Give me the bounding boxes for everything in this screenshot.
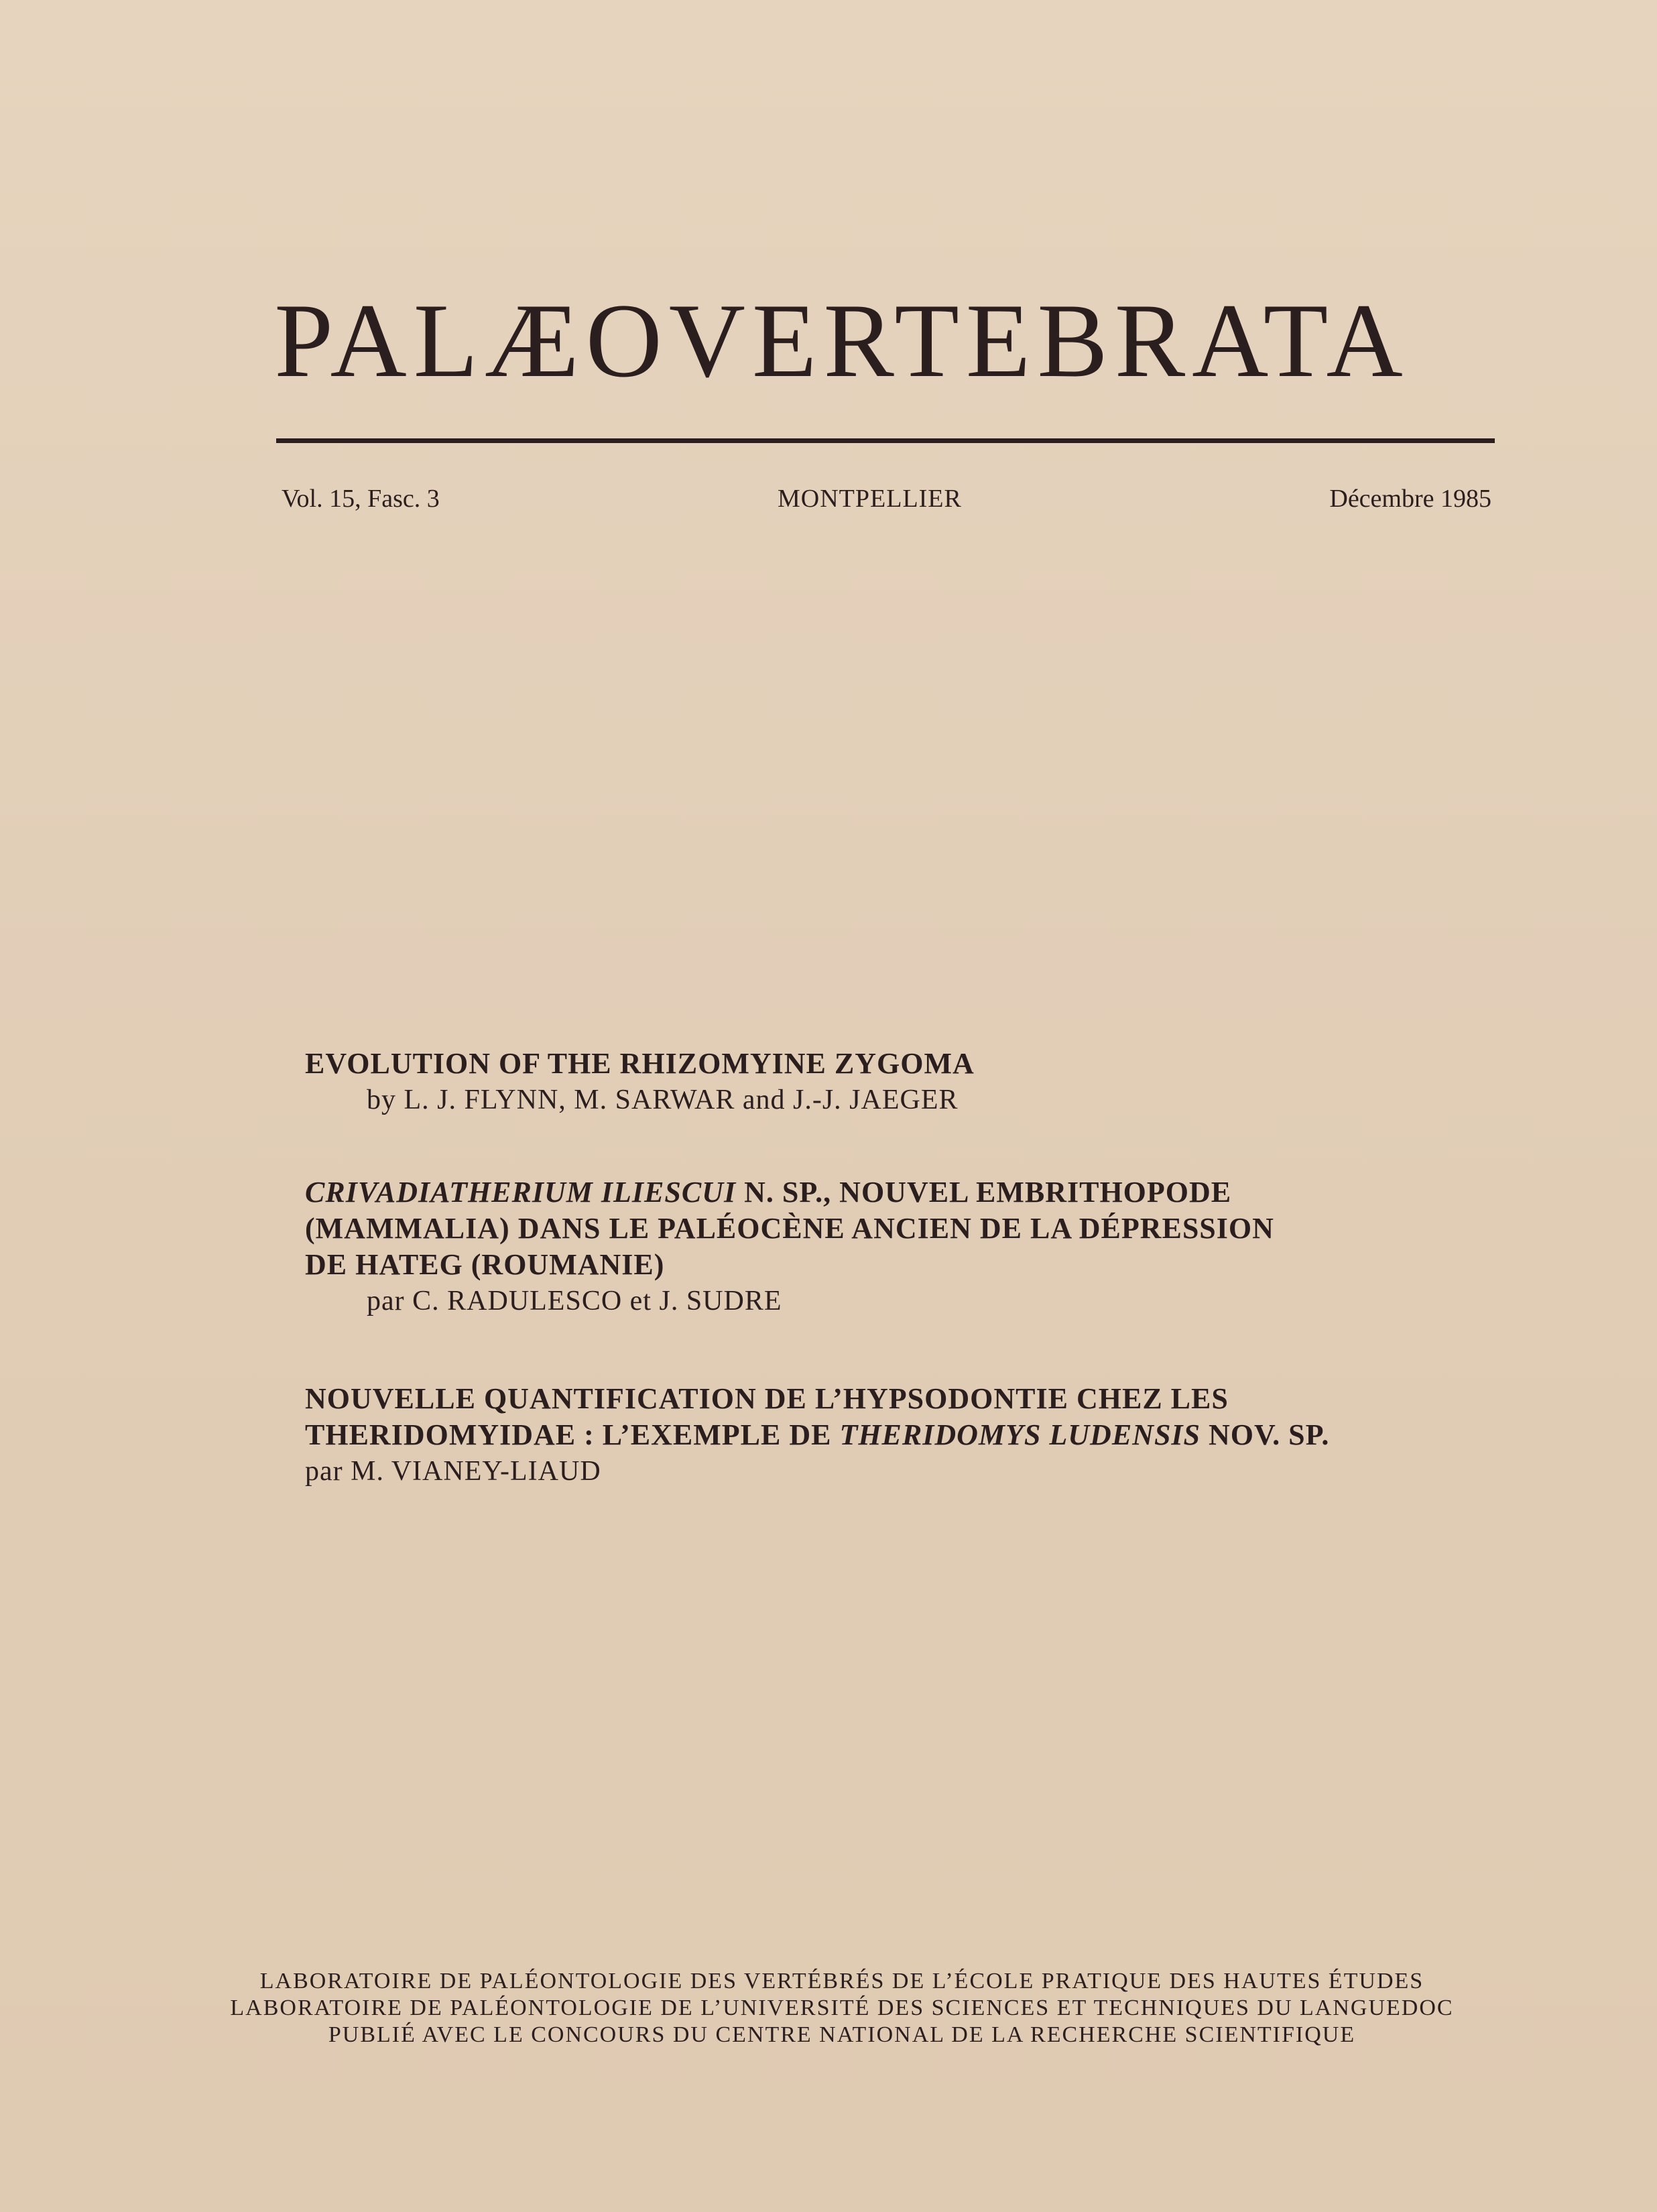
article-title-line-2 [305, 1417, 1512, 1453]
article-authors: by L. J. FLYNN, M. SARWAR and J.-J. JAEGER [367, 1085, 959, 1115]
article-authors: par M. VIANEY-LIAUD [305, 1456, 601, 1487]
taxon-name: CRIVADIATHERIUM ILIESCUI [305, 1176, 737, 1209]
article-title-end: NOV. SP. [1201, 1418, 1330, 1451]
article-1 [305, 1046, 975, 1118]
article-title-line-3: DE HATEG (ROUMANIE) [305, 1248, 665, 1281]
taxon-name: THERIDOMYS LUDENSIS [839, 1418, 1201, 1451]
article-title-start: THERIDOMYIDAE : L’EXEMPLE DE [305, 1418, 840, 1451]
article-title-line-1: NOUVELLE QUANTIFICATION DE L’HYPSODONTIE CHEZ LES [305, 1382, 1229, 1415]
issue-info [282, 484, 1491, 524]
footer-line-2: LABORATOIRE DE PALÉONTOLOGIE DE L’UNIVERSITÉ DES SCIENCES ET TECHNIQUES DU LANGUEDOC [230, 1995, 1454, 2020]
article-title: EVOLUTION OF THE RHIZOMYINE ZYGOMA [305, 1047, 975, 1080]
volume-number: Vol. 15, Fasc. 3 [282, 485, 440, 513]
article-title-rest: N. SP., NOUVEL EMBRITHOPODE [736, 1176, 1232, 1209]
publisher-footer [0, 1968, 1657, 2048]
article-title-line-1 [305, 1174, 1274, 1211]
footer-line-3: PUBLIÉ AVEC LE CONCOURS DU CENTRE NATIONAL DE LA RECHERCHE SCIENTIFIQUE [328, 2022, 1356, 2047]
article-title-line-2: (MAMMALIA) DANS LE PALÉOCÈNE ANCIEN DE LA DÉPRESSION [305, 1212, 1274, 1245]
publication-city: MONTPELLIER [778, 485, 962, 513]
footer-line-1: LABORATOIRE DE PALÉONTOLOGIE DES VERTÉBRÉS DE L’ÉCOLE PRATIQUE DES HAUTES ÉTUDES [259, 1969, 1424, 1993]
title-rule [276, 438, 1495, 443]
publication-date: Décembre 1985 [1329, 485, 1491, 513]
article-3 [305, 1381, 1512, 1489]
journal-title: PALÆOVERTEBRATA [274, 282, 1410, 400]
article-authors: par C. RADULESCO et J. SUDRE [367, 1286, 782, 1316]
article-2 [305, 1174, 1274, 1319]
